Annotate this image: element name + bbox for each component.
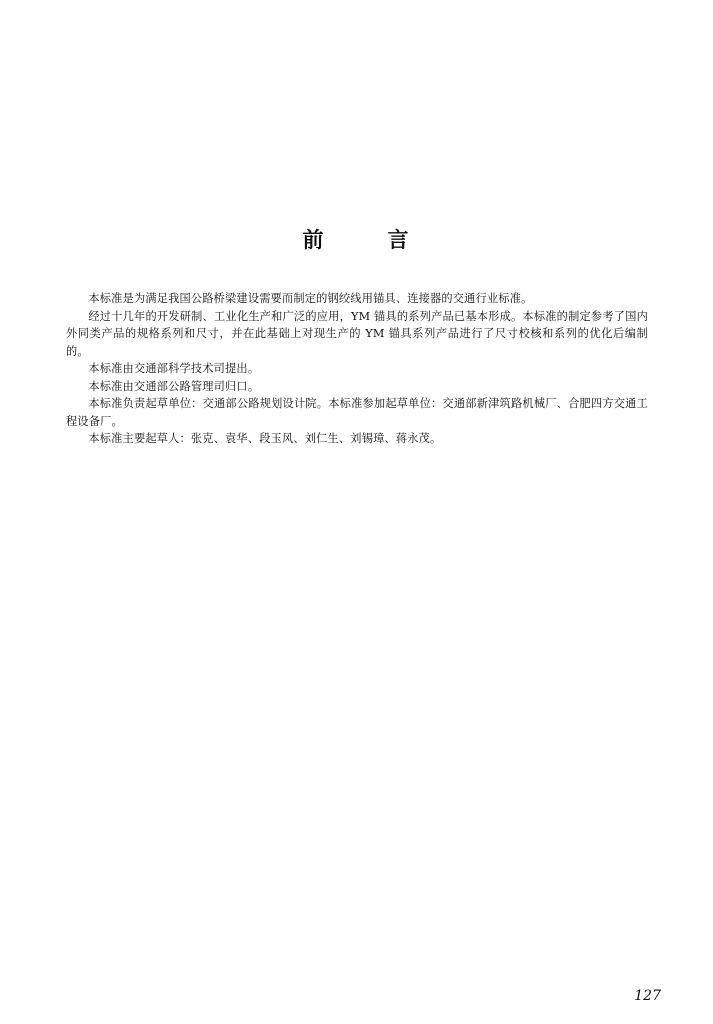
paragraph-drafters: 本标准主要起草人：张克、袁华、段玉风、刘仁生、刘锡璋、蒋永茂。 <box>88 432 442 445</box>
paragraph-drafting-units: 本标准负责起草单位：交通部公路规划设计院。本标准参加起草单位：交通部新津筑路机械厂、合肥四方交通工程设备厂。 <box>66 397 648 428</box>
paragraph-proposer: 本标准由交通部科学技术司提出。 <box>88 362 260 375</box>
title-char-1: 前 <box>302 227 326 252</box>
page-number: 127 <box>634 988 661 1004</box>
foreword-body <box>66 290 648 448</box>
paragraph-purpose: 本标准是为满足我国公路桥梁建设需要而制定的钢绞线用锚具、连接器的交通行业标准。 <box>88 292 533 305</box>
page-title <box>0 224 713 254</box>
paragraph-administrator: 本标准由交通部公路管理司归口。 <box>88 379 260 393</box>
paragraph-background: 经过十几年的开发研制、工业化生产和广泛的应用，YM 锚具的系列产品已基本形成。本标准的制定参考了国内外同类产品的规格系列和尺寸，并在此基础上对现生产的 YM 锚具系列产品进行了尺寸校核和系列的优化后编制的。 <box>66 309 648 358</box>
title-char-2: 言 <box>387 227 411 252</box>
